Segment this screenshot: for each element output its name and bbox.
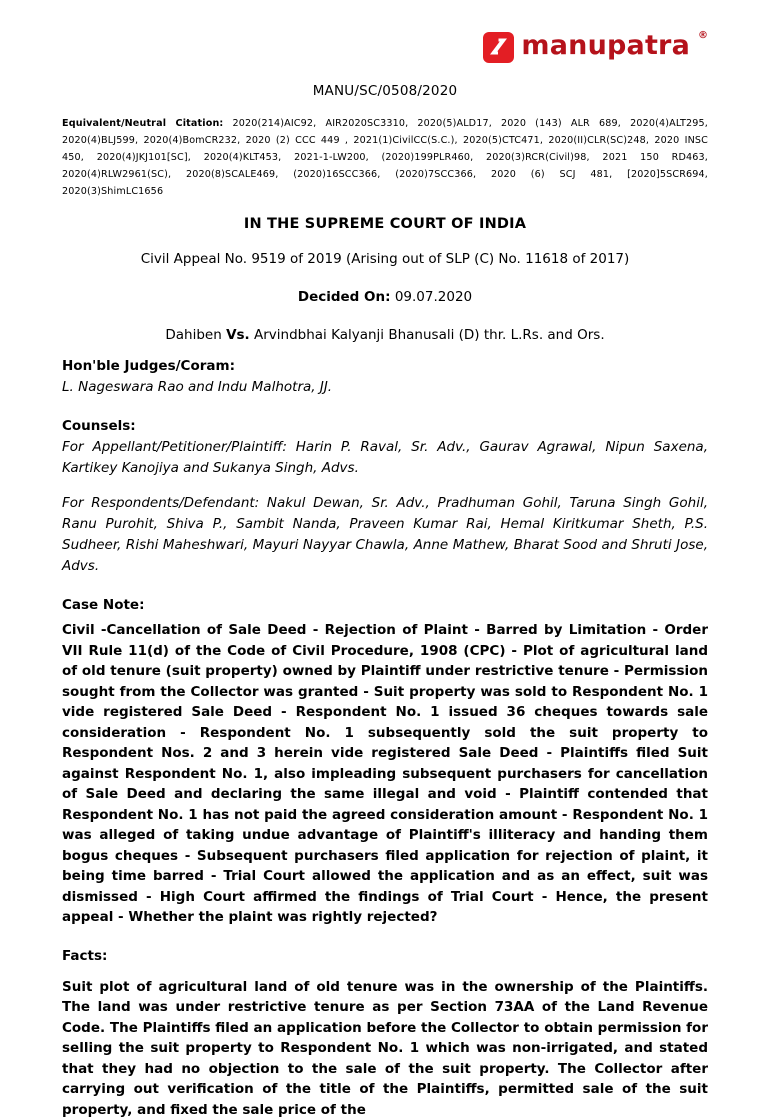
case-note-label: Case Note:	[62, 595, 708, 616]
header-row	[62, 30, 708, 63]
decided-on-label: Decided On:	[298, 289, 391, 305]
citation-text: 2020(214)AIC92, AIR2020SC3310, 2020(5)ALD17, 2020 (143) ALR 689, 2020(4)ALT295, 2020(4)BLJ599, 2020(4)BomCR232, 2020 (2) CCC 449 , 2021(1)CivilCC(S.C.), 2020(5)CTC471, 2020(II)CLR(SC)248, 2020 INSC 450, 2020(4)JKJ101[SC], 2020(4)KLT453, 2021-1-LW200, (2020)199PLR460, 2020(3)RCR(Civil)98, 2021 150 RD463, 2020(4)RLW2961(SC), 2020(8)SCALE469, (2020)16SCC366, (2020)7SCC366, 2020 (6) SCJ 481, [2020]5SCR694, 2020(3)ShimLC1656	[62, 118, 708, 197]
judges-label: Hon'ble Judges/Coram:	[62, 356, 708, 377]
citation-label: Equivalent/Neutral Citation:	[62, 118, 223, 129]
registered-mark: ®	[698, 30, 708, 41]
vs-label: Vs.	[226, 327, 250, 343]
document-id: MANU/SC/0508/2020	[62, 83, 708, 99]
respondent-counsel-paragraph	[62, 493, 708, 577]
decided-on-date: 09.07.2020	[395, 289, 472, 305]
citation-block	[62, 115, 708, 200]
appellant-counsel-names: Harin P. Raval, Sr. Adv., Gaurav Agrawal, Nipun Saxena, Kartikey Kanojiya and Sukanya Singh, Advs.	[62, 439, 708, 476]
appellant-counsel-paragraph	[62, 437, 708, 479]
appellant-counsel-label: For Appellant/Petitioner/Plaintiff:	[62, 439, 287, 455]
appellant-name: Dahiben	[165, 327, 221, 343]
facts-text: Suit plot of agricultural land of old tenure was in the ownership of the Plaintiffs. The land was under restrictive tenure as per Section 73AA of the Land Revenue Code. The Plaintiffs filed an application before the Collector to obtain permission for selling the suit property to Respondent No. 1 which was non-irrigated, and stated that they had no objection to the sale of the suit property. The Collector after carrying out verification of the title of the Plaintiffs, permitted sale of the suit property, and fixed the sale price of the	[62, 977, 708, 1120]
logo-wordmark: manupatra	[521, 30, 690, 62]
judges-names: L. Nageswara Rao and Indu Malhotra, JJ.	[62, 377, 708, 398]
respondent-counsel-names: Nakul Dewan, Sr. Adv., Pradhuman Gohil, Taruna Singh Gohil, Ranu Purohit, Shiva P., Sambit Nanda, Praveen Kumar Rai, Hemal Kiritkumar Sheth, P.S. Sudheer, Rishi Maheshwari, Mayuri Nayyar Chawla, Anne Mathew, Bharat Sood and Shruti Jose, Advs.	[62, 495, 708, 574]
facts-label: Facts:	[62, 946, 708, 967]
respondent-name: Arvindbhai Kalyanji Bhanusali (D) thr. L.Rs. and Ors.	[254, 327, 605, 343]
manupatra-logo	[483, 30, 708, 63]
counsels-label: Counsels:	[62, 416, 708, 437]
court-title: IN THE SUPREME COURT OF INDIA	[62, 216, 708, 232]
respondent-counsel-label: For Respondents/Defendant:	[62, 495, 259, 511]
decided-on-line	[62, 287, 708, 308]
parties-line	[62, 325, 708, 346]
appeal-number-line: Civil Appeal No. 9519 of 2019 (Arising out of SLP (C) No. 11618 of 2017)	[62, 249, 708, 270]
manupatra-logo-icon	[483, 32, 514, 63]
case-note-text: Civil -Cancellation of Sale Deed - Rejection of Plaint - Barred by Limitation - Order VII Rule 11(d) of the Code of Civil Procedure, 1908 (CPC) - Plot of agricultural land of old tenure (suit property) owned by Plaintiff under restrictive tenure - Permission sought from the Collector was granted - Suit property was sold to Respondent No. 1 vide registered Sale Deed - Respondent No. 1 issued 36 cheques towards sale consideration - Respondent No. 1 subsequently sold the suit property to Respondent Nos. 2 and 3 herein vide registered Sale Deed - Plaintiffs filed Suit against Respondent No. 1, also impleading subsequent purchasers for cancellation of Sale Deed and declaring the same illegal and void - Plaintiff contended that Respondent No. 1 has not paid the agreed consideration amount - Respondent No. 1 was alleged of taking undue advantage of Plaintiff's illiteracy and handing them bogus cheques - Subsequent purchasers filed application for rejection of plaint, it being time barred - Trial Court allowed the application and as an effect, suit was dismissed - High Court affirmed the findings of Trial Court - Hence, the present appeal - Whether the plaint was rightly rejected?	[62, 620, 708, 928]
